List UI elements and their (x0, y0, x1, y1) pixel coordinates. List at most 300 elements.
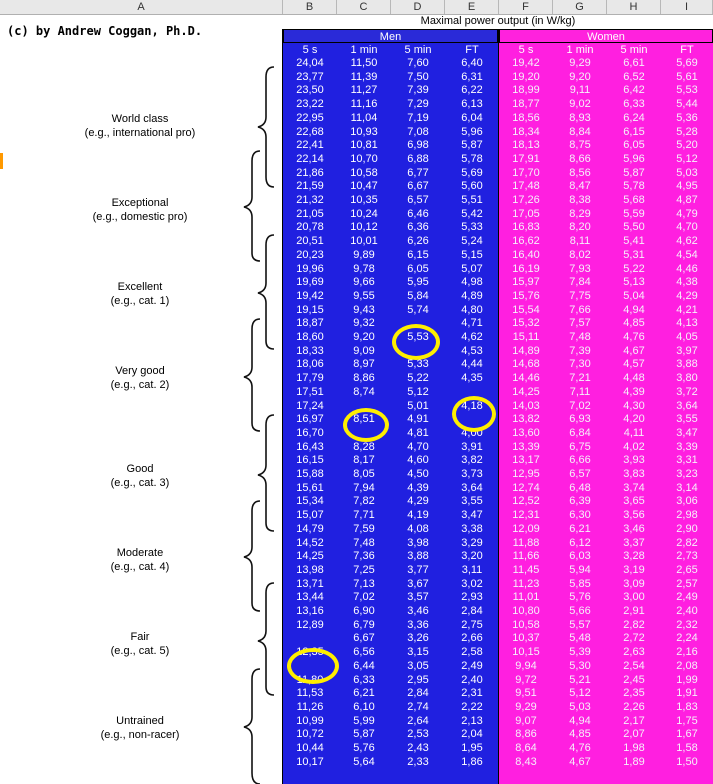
table-cell[interactable]: 6,66 (569, 454, 591, 467)
table-cell[interactable]: 5,12 (407, 385, 429, 398)
column-header-a[interactable]: A (0, 0, 283, 14)
table-cell[interactable]: 4,76 (569, 742, 591, 754)
table-cell[interactable]: 2,43 (407, 742, 429, 754)
table-cell[interactable]: 20,23 (296, 248, 324, 261)
table-cell[interactable]: 9,20 (353, 331, 375, 343)
table-cell[interactable]: 11,23 (512, 577, 540, 590)
table-cell[interactable]: 22,41 (296, 139, 324, 152)
table-cell[interactable]: 9,89 (353, 248, 375, 261)
table-cell[interactable]: 9,32 (353, 317, 375, 330)
table-cell[interactable]: 7,59 (353, 522, 375, 535)
column-header-h[interactable]: H (607, 0, 661, 14)
table-cell[interactable]: 2,13 (461, 714, 483, 727)
table-cell[interactable]: 2,93 (461, 591, 483, 604)
table-cell[interactable]: 15,07 (296, 509, 324, 522)
table-cell[interactable]: 7,60 (407, 57, 429, 69)
table-cell[interactable]: 7,13 (353, 577, 375, 590)
table-cell[interactable]: 3,83 (623, 468, 645, 480)
table-cell[interactable]: 20,78 (296, 221, 324, 234)
table-cell[interactable]: 3,23 (676, 468, 698, 480)
table-cell[interactable]: 5,03 (676, 166, 698, 179)
table-cell[interactable]: 15,54 (512, 303, 540, 316)
table-cell[interactable]: 5,60 (461, 180, 483, 193)
table-cell[interactable]: 2,75 (461, 618, 483, 631)
table-cell[interactable]: 4,00 (461, 426, 483, 439)
table-cell[interactable]: 2,08 (676, 659, 698, 672)
table-cell[interactable]: 5,51 (461, 194, 483, 206)
table-cell[interactable]: 6,13 (461, 98, 483, 111)
table-cell[interactable]: 9,29 (515, 700, 537, 713)
table-cell[interactable]: 3,38 (461, 522, 483, 535)
table-cell[interactable]: 9,94 (515, 659, 537, 672)
table-cell[interactable]: 18,34 (512, 125, 540, 138)
table-cell[interactable]: 12,95 (512, 468, 540, 480)
table-cell[interactable]: 10,17 (296, 755, 324, 768)
column-header-b[interactable]: B (283, 0, 337, 14)
table-cell[interactable]: 6,39 (569, 495, 591, 508)
table-cell[interactable]: 2,64 (407, 714, 429, 727)
table-cell[interactable]: 4,62 (676, 235, 698, 248)
table-cell[interactable]: 4,89 (461, 289, 483, 302)
table-cell[interactable]: 6,57 (569, 468, 591, 480)
table-cell[interactable]: 12,35 (296, 646, 324, 659)
table-cell[interactable]: 12,74 (512, 481, 540, 494)
table-cell[interactable]: 5,20 (676, 139, 698, 152)
table-cell[interactable]: 10,12 (350, 221, 378, 234)
table-cell[interactable]: 6,31 (461, 70, 483, 83)
table-cell[interactable]: 19,15 (296, 303, 324, 316)
column-header-c[interactable]: C (337, 0, 391, 14)
table-cell[interactable]: 3,47 (676, 426, 698, 439)
table-cell[interactable]: 7,29 (407, 98, 429, 111)
table-cell[interactable]: 3,11 (461, 563, 483, 576)
table-cell[interactable]: 14,25 (512, 385, 540, 398)
table-cell[interactable]: 6,30 (569, 509, 591, 522)
table-cell[interactable]: 7,50 (407, 70, 429, 83)
table-cell[interactable]: 2,40 (676, 605, 698, 617)
table-cell[interactable]: 7,84 (569, 276, 591, 289)
table-cell[interactable]: 7,94 (353, 481, 375, 494)
table-cell[interactable]: 21,05 (296, 207, 324, 220)
table-cell[interactable]: 4,05 (676, 331, 698, 343)
table-cell[interactable]: 16,70 (296, 426, 324, 439)
table-cell[interactable]: 5,12 (676, 152, 698, 165)
table-cell[interactable]: 11,01 (512, 591, 540, 604)
table-cell[interactable]: 15,97 (512, 276, 540, 289)
table-cell[interactable]: 5,68 (623, 194, 645, 206)
table-cell[interactable]: 10,93 (350, 125, 378, 138)
table-cell[interactable]: 11,53 (296, 687, 324, 700)
table-cell[interactable]: 4,21 (676, 303, 698, 316)
table-cell[interactable]: 16,43 (296, 440, 324, 453)
table-cell[interactable]: 6,04 (461, 111, 483, 124)
table-cell[interactable]: 6,40 (461, 57, 483, 69)
table-cell[interactable]: 5,33 (407, 358, 429, 371)
table-cell[interactable]: 21,32 (296, 194, 324, 206)
table-cell[interactable]: 23,50 (296, 84, 324, 97)
table-cell[interactable]: 8,97 (353, 358, 375, 371)
table-cell[interactable]: 10,44 (296, 742, 324, 754)
table-cell[interactable]: 17,91 (512, 152, 540, 165)
table-cell[interactable]: 4,57 (623, 358, 645, 371)
table-cell[interactable]: 4,79 (676, 207, 698, 220)
table-cell[interactable]: 1,58 (676, 742, 698, 754)
table-cell[interactable]: 4,39 (407, 481, 429, 494)
table-cell[interactable]: 14,79 (296, 522, 324, 535)
table-cell[interactable]: 2,35 (623, 687, 645, 700)
table-cell[interactable]: 19,96 (296, 262, 324, 275)
table-cell[interactable]: 3,05 (407, 659, 429, 672)
table-cell[interactable]: 21,86 (296, 166, 324, 179)
table-cell[interactable]: 7,08 (407, 125, 429, 138)
table-cell[interactable]: 2,16 (676, 646, 698, 659)
table-cell[interactable]: 12,31 (512, 509, 540, 522)
table-cell[interactable]: 9,11 (569, 84, 591, 97)
table-cell[interactable]: 2,82 (676, 536, 698, 549)
table-cell[interactable]: 7,39 (569, 344, 591, 357)
table-cell[interactable]: 5,03 (569, 700, 591, 713)
table-cell[interactable]: 12,52 (512, 495, 540, 508)
table-cell[interactable]: 2,24 (676, 632, 698, 645)
table-cell[interactable]: 2,26 (623, 700, 645, 713)
table-cell[interactable]: 3,88 (407, 550, 429, 563)
table-cell[interactable]: 8,86 (353, 372, 375, 385)
table-cell[interactable]: 8,47 (569, 180, 591, 193)
table-cell[interactable]: 1,50 (676, 755, 698, 768)
table-cell[interactable]: 10,99 (296, 714, 324, 727)
table-cell[interactable]: 4,18 (461, 399, 483, 412)
table-cell[interactable]: 2,04 (461, 728, 483, 741)
table-cell[interactable]: 5,24 (461, 235, 483, 248)
table-cell[interactable]: 4,60 (407, 454, 429, 467)
table-cell[interactable]: 18,06 (296, 358, 324, 371)
table-cell[interactable]: 6,90 (353, 605, 375, 617)
table-cell[interactable]: 1,95 (461, 742, 483, 754)
table-cell[interactable]: 4,38 (676, 276, 698, 289)
table-cell[interactable]: 8,11 (569, 235, 591, 248)
table-cell[interactable]: 3,74 (623, 481, 645, 494)
table-cell[interactable]: 3,14 (676, 481, 698, 494)
table-cell[interactable]: 6,26 (407, 235, 429, 248)
table-cell[interactable]: 9,51 (515, 687, 537, 700)
table-cell[interactable]: 15,11 (512, 331, 540, 343)
table-cell[interactable]: 2,17 (623, 714, 645, 727)
table-cell[interactable]: 18,13 (512, 139, 540, 152)
table-cell[interactable]: 3,64 (676, 399, 698, 412)
table-cell[interactable]: 4,44 (461, 358, 483, 371)
table-cell[interactable]: 3,20 (461, 550, 483, 563)
table-cell[interactable]: 14,52 (296, 536, 324, 549)
table-cell[interactable]: 3,65 (623, 495, 645, 508)
table-cell[interactable]: 4,80 (461, 303, 483, 316)
table-cell[interactable]: 6,12 (569, 536, 591, 549)
table-cell[interactable]: 4,71 (461, 317, 483, 330)
table-cell[interactable]: 15,32 (512, 317, 540, 330)
table-cell[interactable]: 13,82 (512, 413, 540, 426)
table-cell[interactable]: 11,45 (512, 563, 540, 576)
table-cell[interactable]: 5,76 (353, 742, 375, 754)
table-cell[interactable]: 3,06 (676, 495, 698, 508)
table-cell[interactable]: 13,16 (296, 605, 324, 617)
table-cell[interactable]: 5,44 (676, 98, 698, 111)
table-cell[interactable]: 3,26 (407, 632, 429, 645)
table-cell[interactable]: 8,74 (353, 385, 375, 398)
table-cell[interactable]: 16,97 (296, 413, 324, 426)
table-cell[interactable]: 4,85 (569, 728, 591, 741)
table-cell[interactable]: 9,29 (569, 57, 591, 69)
table-cell[interactable]: 5,15 (461, 248, 483, 261)
table-cell[interactable]: 19,69 (296, 276, 324, 289)
table-cell[interactable]: 4,19 (407, 509, 429, 522)
table-cell[interactable]: 20,51 (296, 235, 324, 248)
table-cell[interactable]: 16,40 (512, 248, 540, 261)
table-cell[interactable]: 22,68 (296, 125, 324, 138)
table-cell[interactable]: 3,28 (623, 550, 645, 563)
table-cell[interactable]: 7,93 (569, 262, 591, 275)
column-header-f[interactable]: F (499, 0, 553, 14)
table-cell[interactable]: 2,58 (461, 646, 483, 659)
table-cell[interactable]: 6,05 (407, 262, 429, 275)
table-cell[interactable]: 5,04 (623, 289, 645, 302)
table-cell[interactable]: 11,04 (350, 111, 378, 124)
table-cell[interactable]: 5,22 (407, 372, 429, 385)
table-cell[interactable]: 5,69 (461, 166, 483, 179)
table-cell[interactable]: 6,48 (569, 481, 591, 494)
table-cell[interactable]: 5,07 (461, 262, 483, 275)
table-cell[interactable]: 1,75 (676, 714, 698, 727)
table-cell[interactable]: 7,48 (569, 331, 591, 343)
table-cell[interactable]: 10,24 (350, 207, 378, 220)
table-cell[interactable]: 5,76 (569, 591, 591, 604)
table-cell[interactable]: 6,21 (353, 687, 375, 700)
table-cell[interactable]: 10,58 (512, 618, 540, 631)
table-cell[interactable]: 6,52 (623, 70, 645, 83)
table-cell[interactable]: 11,26 (296, 700, 324, 713)
table-cell[interactable]: 11,27 (350, 84, 378, 97)
table-cell[interactable]: 7,75 (569, 289, 591, 302)
table-cell[interactable]: 13,98 (296, 563, 324, 576)
table-cell[interactable]: 9,02 (569, 98, 591, 111)
table-cell[interactable]: 3,46 (407, 605, 429, 617)
table-cell[interactable]: 18,33 (296, 344, 324, 357)
table-cell[interactable]: 4,35 (461, 372, 483, 385)
table-cell[interactable]: 4,94 (623, 303, 645, 316)
table-cell[interactable]: 6,33 (353, 673, 375, 686)
table-cell[interactable]: 10,58 (350, 166, 378, 179)
table-cell[interactable]: 17,51 (296, 385, 324, 398)
table-cell[interactable]: 1,89 (623, 755, 645, 768)
table-cell[interactable]: 3,46 (623, 522, 645, 535)
table-cell[interactable]: 17,24 (296, 399, 324, 412)
table-cell[interactable]: 3,82 (461, 454, 483, 467)
table-cell[interactable]: 6,10 (353, 700, 375, 713)
table-cell[interactable]: 18,87 (296, 317, 324, 330)
table-cell[interactable]: 4,48 (623, 372, 645, 385)
table-cell[interactable]: 7,82 (353, 495, 375, 508)
table-cell[interactable]: 2,22 (461, 700, 483, 713)
table-cell[interactable]: 5,50 (623, 221, 645, 234)
table-cell[interactable]: 18,77 (512, 98, 540, 111)
table-cell[interactable]: 4,87 (676, 194, 698, 206)
table-cell[interactable]: 3,47 (461, 509, 483, 522)
table-cell[interactable]: 10,01 (350, 235, 378, 248)
table-cell[interactable]: 19,20 (512, 70, 540, 83)
table-cell[interactable]: 6,21 (569, 522, 591, 535)
table-cell[interactable]: 5,28 (676, 125, 698, 138)
table-cell[interactable]: 17,26 (512, 194, 540, 206)
table-cell[interactable]: 8,64 (515, 742, 537, 754)
table-cell[interactable]: 2,49 (461, 659, 483, 672)
table-cell[interactable]: 7,25 (353, 563, 375, 576)
table-cell[interactable]: 3,73 (461, 468, 483, 480)
table-cell[interactable]: 6,79 (353, 618, 375, 631)
table-cell[interactable]: 3,72 (676, 385, 698, 398)
table-cell[interactable]: 10,35 (350, 194, 378, 206)
table-cell[interactable]: 4,94 (569, 714, 591, 727)
table-cell[interactable]: 7,39 (407, 84, 429, 97)
table-cell[interactable]: 6,36 (407, 221, 429, 234)
table-cell[interactable]: 5,48 (569, 632, 591, 645)
table-cell[interactable]: 5,53 (407, 331, 429, 343)
table-cell[interactable]: 2,84 (407, 687, 429, 700)
table-cell[interactable]: 11,39 (350, 70, 378, 83)
table-cell[interactable]: 10,15 (512, 646, 540, 659)
table-cell[interactable]: 5,94 (569, 563, 591, 576)
table-cell[interactable]: 4,02 (623, 440, 645, 453)
table-cell[interactable]: 23,22 (296, 98, 324, 111)
table-cell[interactable]: 8,56 (569, 166, 591, 179)
table-cell[interactable]: 5,85 (569, 577, 591, 590)
table-cell[interactable]: 21,59 (296, 180, 324, 193)
table-cell[interactable]: 18,60 (296, 331, 324, 343)
table-cell[interactable]: 5,33 (461, 221, 483, 234)
table-cell[interactable]: 8,38 (569, 194, 591, 206)
table-cell[interactable]: 5,12 (569, 687, 591, 700)
table-cell[interactable]: 3,77 (407, 563, 429, 576)
table-cell[interactable]: 11,88 (512, 536, 540, 549)
table-cell[interactable]: 14,68 (512, 358, 540, 371)
table-cell[interactable]: 6,33 (623, 98, 645, 111)
table-cell[interactable]: 3,37 (623, 536, 645, 549)
table-cell[interactable]: 2,66 (461, 632, 483, 645)
table-cell[interactable]: 1,98 (623, 742, 645, 754)
table-cell[interactable]: 2,82 (623, 618, 645, 631)
table-cell[interactable]: 8,28 (353, 440, 375, 453)
table-cell[interactable]: 4,13 (676, 317, 698, 330)
table-cell[interactable]: 5,59 (623, 207, 645, 220)
table-cell[interactable]: 4,11 (623, 426, 645, 439)
table-cell[interactable]: 16,83 (512, 221, 540, 234)
table-cell[interactable]: 10,72 (296, 728, 324, 741)
table-cell[interactable]: 18,99 (512, 84, 540, 97)
table-cell[interactable]: 6,22 (461, 84, 483, 97)
table-cell[interactable]: 8,20 (569, 221, 591, 234)
table-cell[interactable]: 3,80 (676, 372, 698, 385)
table-cell[interactable]: 5,69 (676, 57, 698, 69)
table-cell[interactable]: 4,76 (623, 331, 645, 343)
table-cell[interactable]: 1,86 (461, 755, 483, 768)
table-cell[interactable]: 4,08 (407, 522, 429, 535)
table-cell[interactable]: 10,70 (350, 152, 378, 165)
table-cell[interactable]: 9,72 (515, 673, 537, 686)
table-cell[interactable]: 8,86 (515, 728, 537, 741)
table-cell[interactable]: 6,42 (623, 84, 645, 97)
table-cell[interactable]: 6,46 (407, 207, 429, 220)
table-cell[interactable]: 2,65 (676, 563, 698, 576)
table-cell[interactable]: 6,67 (353, 632, 375, 645)
table-cell[interactable]: 2,40 (461, 673, 483, 686)
table-cell[interactable]: 1,67 (676, 728, 698, 741)
table-cell[interactable]: 5,84 (407, 289, 429, 302)
table-cell[interactable]: 13,71 (296, 577, 324, 590)
column-header-d[interactable]: D (391, 0, 445, 14)
table-cell[interactable]: 7,02 (569, 399, 591, 412)
table-cell[interactable]: 7,02 (353, 591, 375, 604)
table-cell[interactable]: 6,44 (353, 659, 375, 672)
table-cell[interactable]: 5,53 (676, 84, 698, 97)
table-cell[interactable]: 5,13 (623, 276, 645, 289)
table-cell[interactable]: 13,44 (296, 591, 324, 604)
table-cell[interactable]: 3,19 (623, 563, 645, 576)
table-cell[interactable]: 17,79 (296, 372, 324, 385)
column-header-e[interactable]: E (445, 0, 499, 14)
table-cell[interactable]: 4,20 (623, 413, 645, 426)
table-cell[interactable]: 5,95 (407, 276, 429, 289)
table-cell[interactable]: 5,87 (353, 728, 375, 741)
table-cell[interactable]: 3,55 (461, 495, 483, 508)
table-cell[interactable]: 2,53 (407, 728, 429, 741)
table-cell[interactable]: 6,88 (407, 152, 429, 165)
table-cell[interactable]: 4,46 (676, 262, 698, 275)
table-cell[interactable]: 4,85 (623, 317, 645, 330)
table-cell[interactable]: 3,91 (461, 440, 483, 453)
table-cell[interactable]: 4,70 (407, 440, 429, 453)
table-cell[interactable]: 7,57 (569, 317, 591, 330)
table-cell[interactable]: 14,03 (512, 399, 540, 412)
table-cell[interactable]: 8,84 (569, 125, 591, 138)
table-cell[interactable]: 15,88 (296, 468, 324, 480)
table-cell[interactable]: 5,87 (623, 166, 645, 179)
table-cell[interactable]: 3,56 (623, 509, 645, 522)
table-cell[interactable]: 6,57 (407, 194, 429, 206)
table-cell[interactable]: 9,55 (353, 289, 375, 302)
table-cell[interactable]: 7,71 (353, 509, 375, 522)
table-cell[interactable]: 2,49 (676, 591, 698, 604)
table-cell[interactable]: 5,87 (461, 139, 483, 152)
table-cell[interactable]: 11,50 (350, 57, 378, 69)
table-cell[interactable]: 5,74 (407, 303, 429, 316)
table-cell[interactable]: 22,95 (296, 111, 324, 124)
table-cell[interactable]: 8,02 (569, 248, 591, 261)
table-cell[interactable]: 3,97 (676, 344, 698, 357)
table-cell[interactable]: 8,93 (569, 111, 591, 124)
table-cell[interactable]: 6,56 (353, 646, 375, 659)
table-cell[interactable]: 2,90 (676, 522, 698, 535)
table-cell[interactable]: 2,57 (676, 577, 698, 590)
table-cell[interactable]: 7,21 (569, 372, 591, 385)
table-cell[interactable]: 14,89 (512, 344, 540, 357)
table-cell[interactable]: 8,43 (515, 755, 537, 768)
table-cell[interactable]: 5,96 (623, 152, 645, 165)
table-cell[interactable]: 4,29 (407, 495, 429, 508)
table-cell[interactable]: 16,62 (512, 235, 540, 248)
table-cell[interactable]: 3,64 (461, 481, 483, 494)
table-cell[interactable]: 8,66 (569, 152, 591, 165)
table-cell[interactable]: 7,19 (407, 111, 429, 124)
table-cell[interactable]: 6,84 (569, 426, 591, 439)
table-cell[interactable]: 2,33 (407, 755, 429, 768)
table-cell[interactable]: 5,66 (569, 605, 591, 617)
